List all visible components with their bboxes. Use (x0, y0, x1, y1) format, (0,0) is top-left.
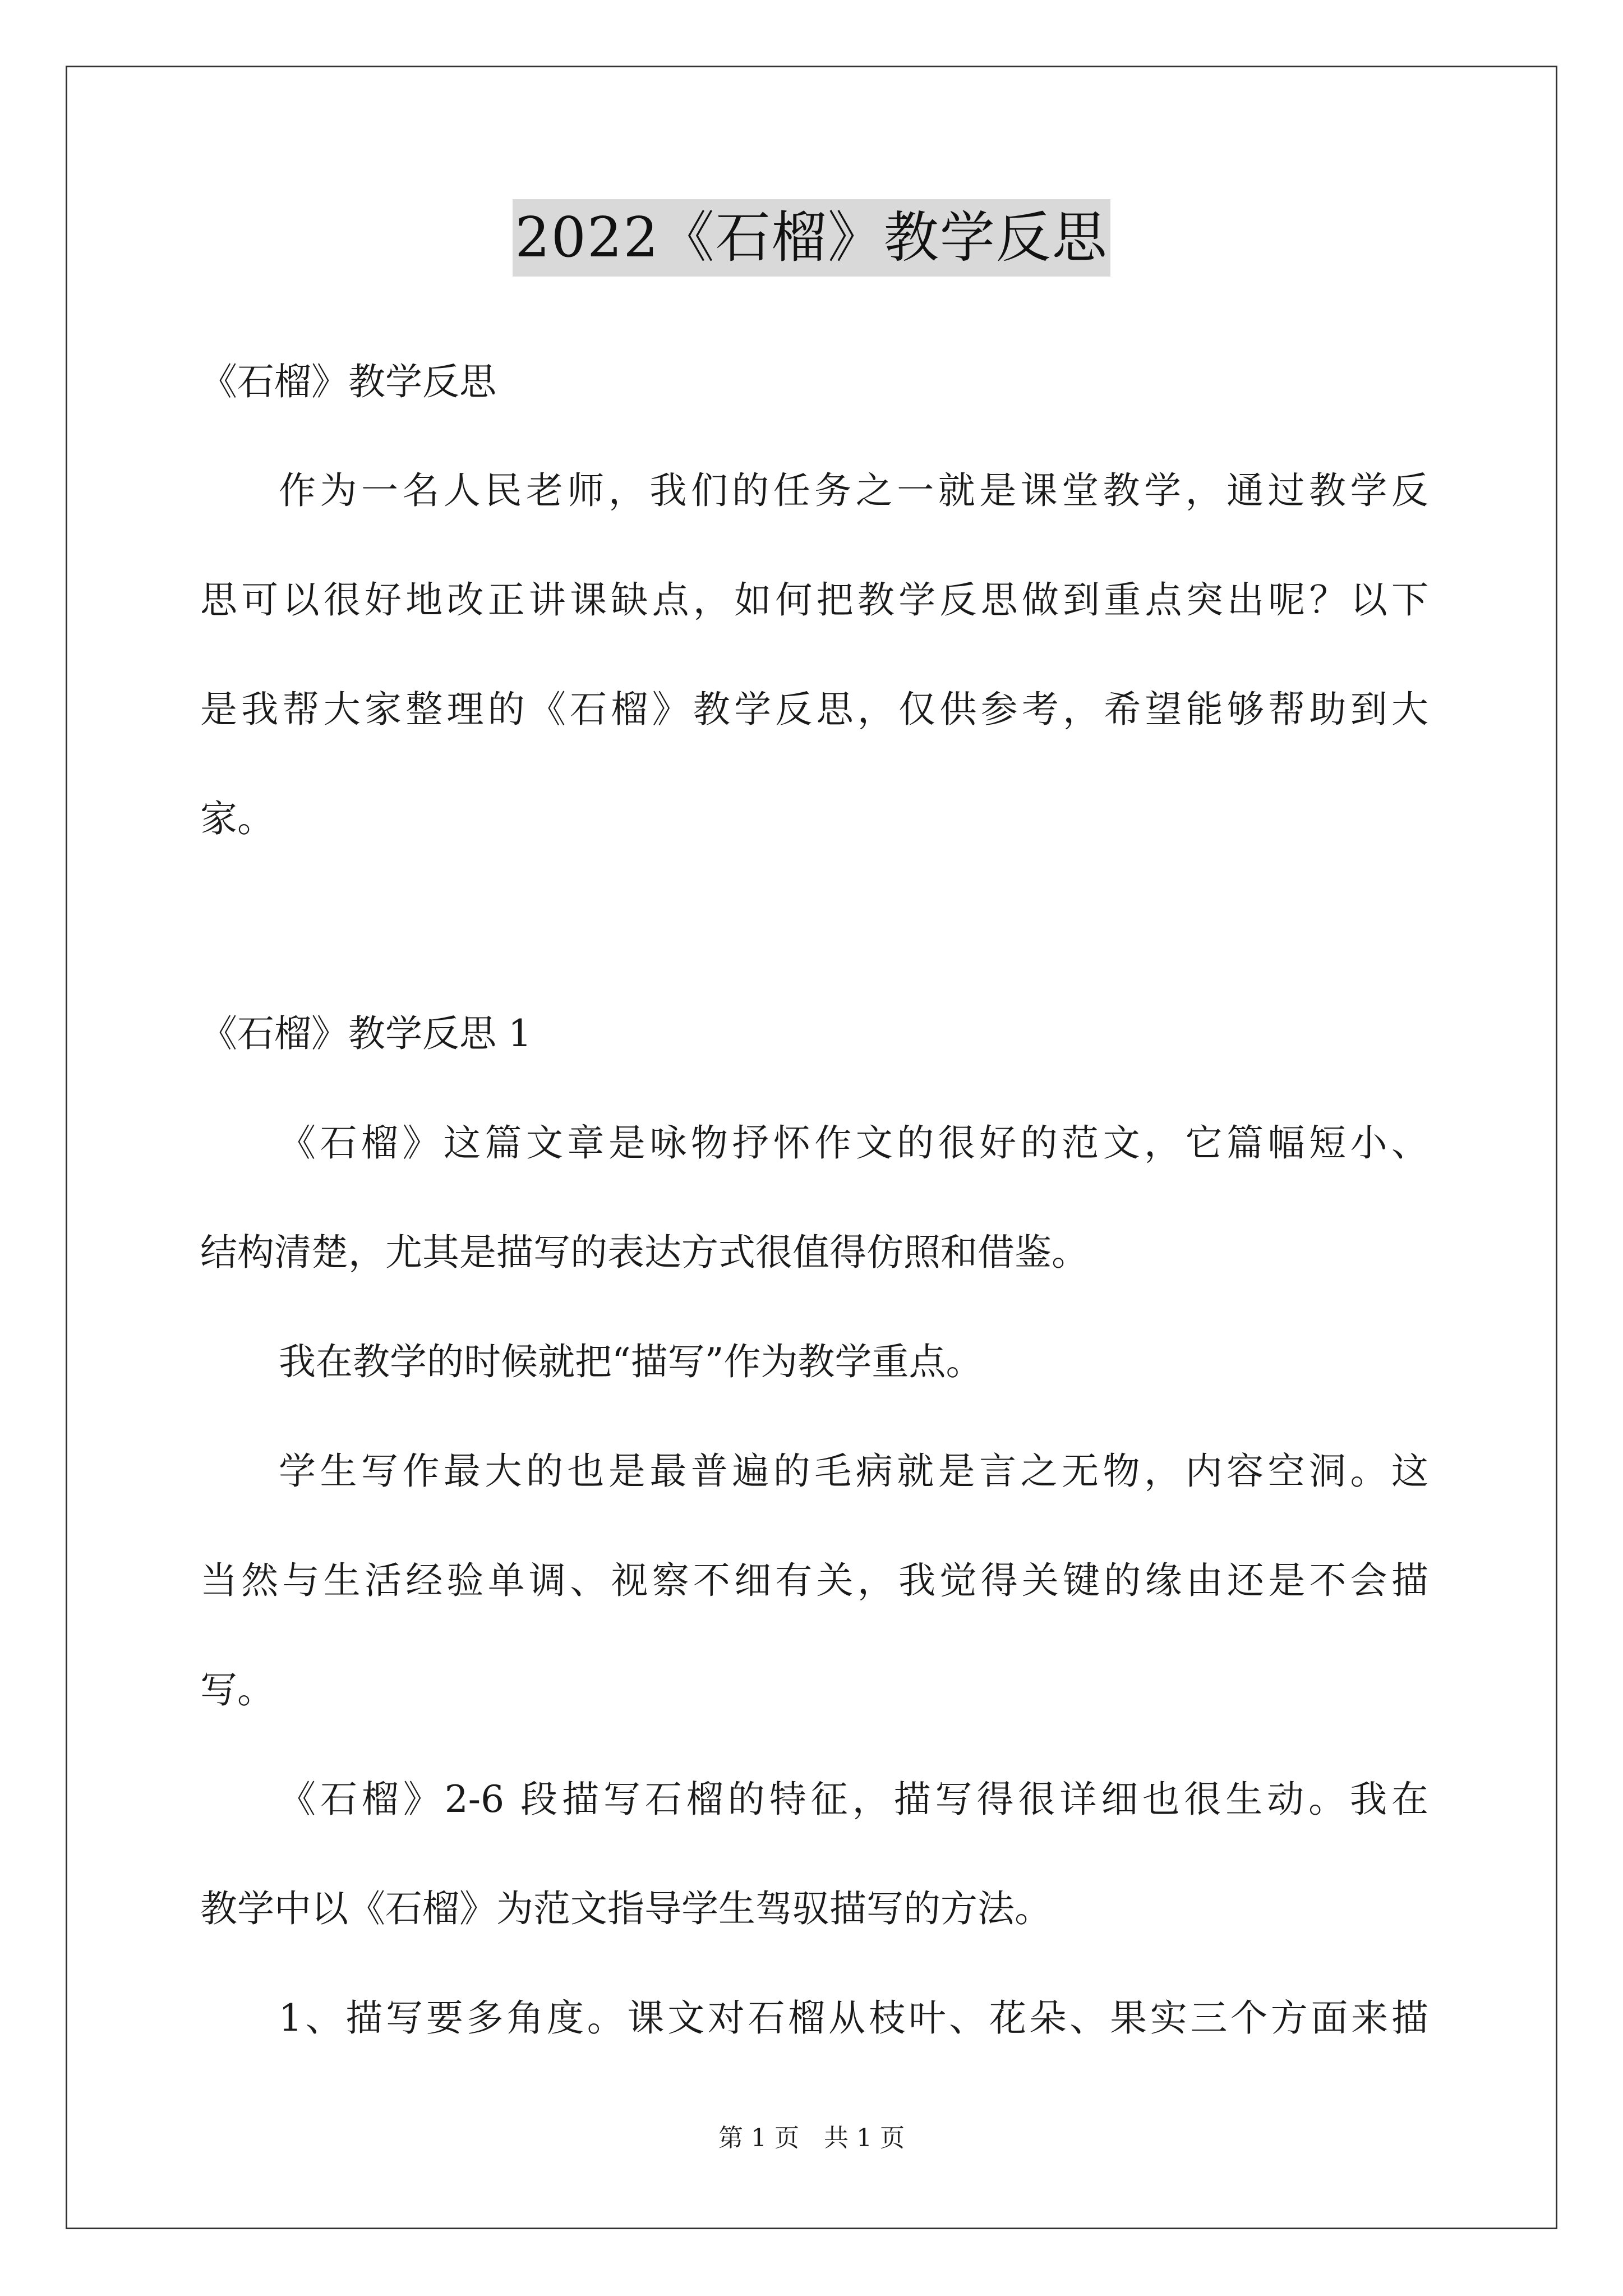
paragraph5-line-1: 1、描写要多角度。课文对石榴从枝叶、花朵、果实三个方面来描 (279, 1996, 1428, 2040)
intro-line-1: 作为一名人民老师，我们的任务之一就是课堂教学，通过教学反 (279, 469, 1428, 512)
page-footer: 第 1 页 共 1 页 (718, 2124, 905, 2152)
main-heading: 《石榴》教学反思 (200, 360, 496, 403)
section-heading: 《石榴》教学反思 1 (200, 1012, 532, 1055)
intro-line-3: 是我帮大家整理的《石榴》教学反思，仅供参考，希望能够帮助到大 (200, 688, 1428, 731)
title-container (0, 199, 1623, 277)
document-title: 2022《石榴》教学反思 (513, 199, 1110, 277)
paragraph2-line-1: 我在教学的时候就把“描写”作为教学重点。 (279, 1340, 983, 1383)
paragraph4-line-1: 《石榴》2-6 段描写石榴的特征，描写得很详细也很生动。我在 (279, 1778, 1428, 1821)
paragraph3-line-2: 当然与生活经验单调、视察不细有关，我觉得关键的缘由还是不会描 (200, 1559, 1428, 1602)
intro-line-4: 家。 (200, 797, 274, 840)
paragraph1-line-2: 结构清楚，尤其是描写的表达方式很值得仿照和借鉴。 (200, 1231, 1089, 1274)
paragraph1-line-1: 《石榴》这篇文章是咏物抒怀作文的很好的范文，它篇幅短小、 (279, 1121, 1428, 1165)
intro-line-2: 思可以很好地改正讲课缺点，如何把教学反思做到重点突出呢？以下 (200, 578, 1428, 622)
paragraph4-line-2: 教学中以《石榴》为范文指导学生驾驭描写的方法。 (200, 1887, 1052, 1930)
paragraph3-line-3: 写。 (200, 1668, 274, 1711)
paragraph3-line-1: 学生写作最大的也是最普遍的毛病就是言之无物，内容空洞。这 (279, 1450, 1428, 1493)
